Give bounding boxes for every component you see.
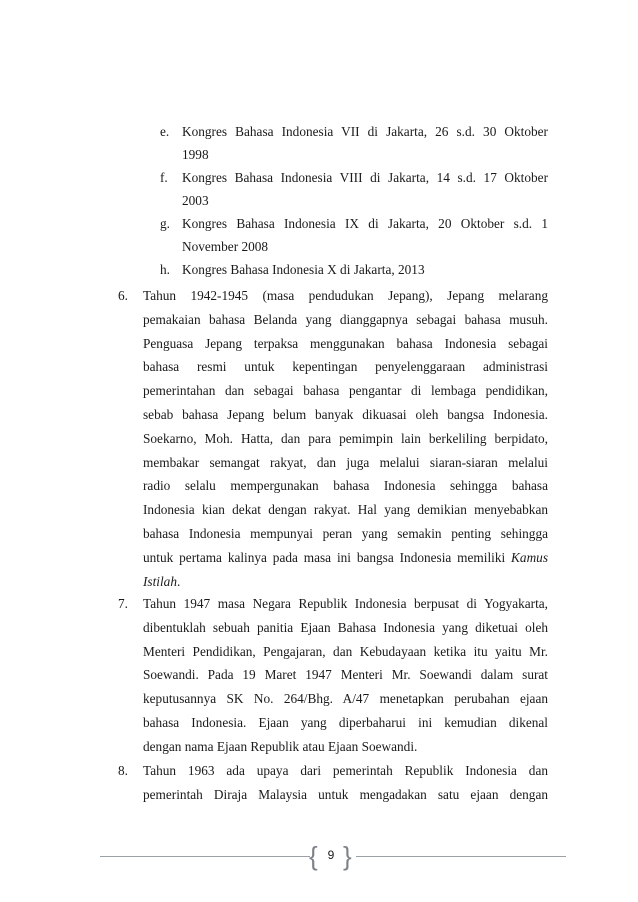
italic-term: Kamus: [511, 549, 548, 565]
item-letter: h.: [160, 262, 170, 277]
paragraph-line: pemerintah Diraja Malaysia untuk mengadakan satu ejaan dengan: [143, 786, 548, 802]
paragraph-line: Menteri Pendidikan, Pengajaran, dan Kebudayaan ketika itu yaitu Mr.: [143, 643, 548, 659]
item-number: 7.: [118, 596, 128, 611]
item-letter: g.: [160, 216, 170, 231]
item-letter: e.: [160, 124, 170, 139]
paragraph-line: bahasa Indonesia mempunyai peran yang semakin penting sehingga: [143, 525, 548, 541]
paragraph-line: pemerintahan dan sebagai bahasa pengantar di lembaga pendidikan,: [143, 383, 548, 399]
paragraph-line: dengan nama Ejaan Republik atau Ejaan Soewandi.: [143, 738, 418, 754]
italic-term: Istilah: [143, 573, 177, 589]
item-text-line: Kongres Bahasa Indonesia X di Jakarta, 2013: [182, 262, 425, 277]
paragraph: [143, 592, 548, 759]
item-number: 6.: [118, 288, 128, 303]
page-number-bracket-left: {: [309, 841, 318, 871]
paragraph-line: radio selalu mempergunakan bahasa Indonesia sehingga bahasa: [143, 478, 548, 494]
item-text-line: Kongres Bahasa Indonesia VIII di Jakarta, 14 s.d. 17 Oktober: [182, 170, 548, 185]
footer-rule-left: [100, 856, 310, 857]
item-text-line: 2003: [182, 193, 209, 208]
paragraph: [143, 284, 548, 593]
paragraph-line: Tahun 1947 masa Negara Republik Indonesia berpusat di Yogyakarta,: [143, 596, 548, 611]
paragraph-line: Penguasa Jepang terpaksa menggunakan bahasa Indonesia sebagai: [143, 335, 548, 351]
footer-rule-right: [356, 856, 566, 857]
paragraph-line: bahasa Indonesia. Ejaan yang diperbaharui ini kemudian dikenal: [143, 714, 548, 730]
paragraph: [143, 759, 548, 807]
item-number: 8.: [118, 763, 128, 778]
paragraph-line: Soewandi. Pada 19 Maret 1947 Menteri Mr. Soewandi dalam surat: [143, 667, 548, 683]
paragraph-line: pemakaian bahasa Belanda yang dianggapnya sebagai bahasa musuh.: [143, 311, 548, 327]
paragraph-line: keputusannya SK No. 264/Bhg. A/47 menetapkan perubahan ejaan: [143, 691, 548, 707]
paragraph-line: untuk pertama kalinya pada masa ini bangsa Indonesia memiliki Kamus: [143, 549, 548, 565]
page-number-bracket-right: }: [343, 841, 352, 871]
item-text-line: 1998: [182, 147, 209, 162]
paragraph-line: bahasa resmi untuk kepentingan penyelenggaraan administrasi: [143, 359, 548, 375]
page-number: 9: [327, 848, 335, 862]
paragraph-line: dibentuklah sebuah panitia Ejaan Bahasa Indonesia yang diketuai oleh: [143, 619, 548, 635]
paragraph-line: Tahun 1942-1945 (masa pendudukan Jepang), Jepang melarang: [143, 288, 548, 303]
paragraph-line: sebab bahasa Jepang belum banyak dikuasai oleh bangsa Indonesia.: [143, 406, 548, 422]
paragraph-line: membakar semangat rakyat, dan juga melalui siaran-siaran melalui: [143, 454, 548, 470]
paragraph-line: Istilah.: [143, 573, 181, 589]
item-text-line: Kongres Bahasa Indonesia VII di Jakarta, 26 s.d. 30 Oktober: [182, 124, 548, 139]
item-text-line: November 2008: [182, 239, 269, 254]
paragraph-line: Indonesia kian dekat dengan rakyat. Hal yang demikian menyebabkan: [143, 502, 548, 518]
item-text-line: Kongres Bahasa Indonesia IX di Jakarta, 20 Oktober s.d. 1: [182, 216, 548, 231]
item-letter: f.: [160, 170, 168, 185]
paragraph-line: Soekarno, Moh. Hatta, dan para pemimpin lain berkeliling berpidato,: [143, 430, 548, 446]
paragraph-line: Tahun 1963 ada upaya dari pemerintah Republik Indonesia dan: [143, 763, 548, 778]
